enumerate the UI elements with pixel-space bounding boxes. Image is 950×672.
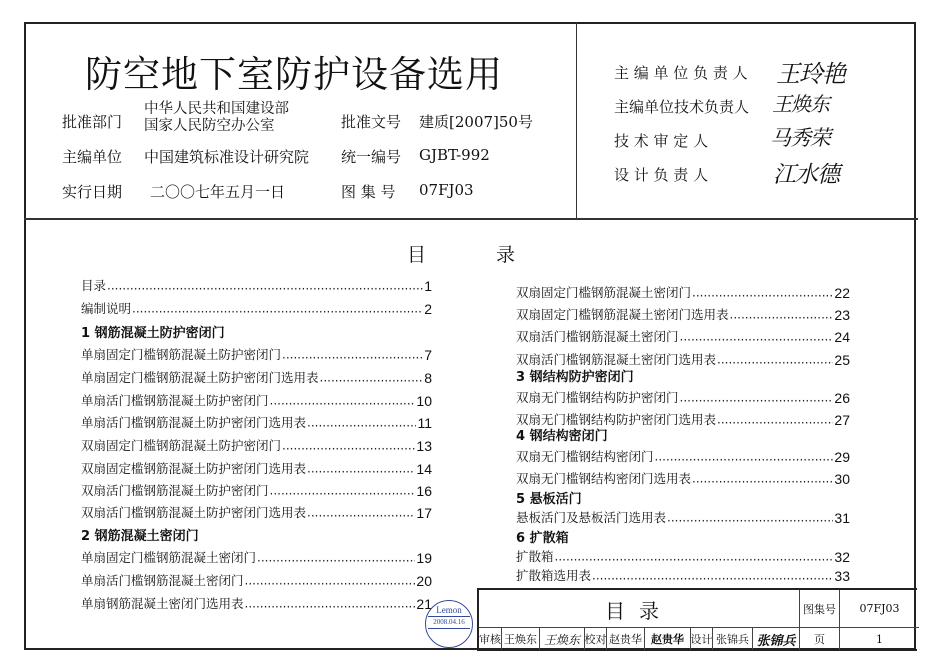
toc-entry-label: 双扇无门槛钢结构密闭门选用表 xyxy=(516,471,692,486)
toc-dot-leader xyxy=(282,349,423,363)
atlas-no-value: 07FJ03 xyxy=(419,181,474,199)
toc-section-heading xyxy=(516,366,850,385)
toc-entry[interactable] xyxy=(81,391,432,409)
review-name: 王焕东 xyxy=(501,628,539,650)
stamp-line-top xyxy=(428,616,470,617)
effective-date-label: 实行日期 xyxy=(62,183,123,201)
toc-entry-label: 单扇活门槛钢筋混凝土密闭门 xyxy=(81,573,244,588)
chief-unit-value: 中国建筑标准设计研究院 xyxy=(144,148,310,166)
approval-dept-line2: 国家人民防空办公室 xyxy=(144,118,275,134)
toc-entry-label: 2 钢筋混凝土密闭门 xyxy=(81,529,199,544)
toc-page-number: 16 xyxy=(416,483,432,499)
toc-entry-label: 单扇钢筋混凝土密闭门选用表 xyxy=(81,596,244,611)
toc-dot-leader xyxy=(132,303,423,317)
approval-dept-line1: 中华人民共和国建设部 xyxy=(144,101,289,117)
toc-entry[interactable] xyxy=(81,436,432,454)
stamp-line-bottom xyxy=(428,628,470,629)
toc-section-heading xyxy=(81,525,432,544)
toc-entry-label: 双扇固定槛钢筋混凝土防护密闭门选用表 xyxy=(81,461,307,476)
toc-entry[interactable] xyxy=(516,447,850,465)
toc-page-number: 19 xyxy=(416,550,432,566)
review-label: 审核 xyxy=(479,633,501,646)
design-signature: 张锦兵 xyxy=(752,628,799,650)
toc-page-number: 23 xyxy=(834,307,850,323)
toc-entry-label: 双扇活门槛钢筋混凝土防护密闭门 xyxy=(81,483,269,498)
signature-4: 江水德 xyxy=(773,162,839,188)
toc-entry[interactable] xyxy=(81,299,432,317)
toc-dot-leader xyxy=(667,512,833,526)
toc-entry[interactable] xyxy=(81,413,432,431)
approval-doc-value: 建质[2007]50号 xyxy=(419,113,533,131)
toc-page-number: 32 xyxy=(834,549,850,565)
signature-2: 王焕东 xyxy=(772,92,829,116)
toc-entry-label: 双扇无门槛钢结构防护密闭门 xyxy=(516,390,679,405)
toc-entry-label: 双扇活门槛钢筋混凝土防护密闭门选用表 xyxy=(81,505,307,520)
toc-page-number: 13 xyxy=(416,438,432,454)
toc-page-number: 21 xyxy=(416,596,432,612)
responsible-label-1: 主 编 单 位 负 责 人 xyxy=(614,64,748,82)
toc-page-number: 7 xyxy=(424,347,432,363)
toc-dot-leader xyxy=(555,551,834,565)
toc-page-number: 20 xyxy=(416,573,432,589)
toc-entry[interactable] xyxy=(81,368,432,386)
review-stamp xyxy=(425,600,473,648)
atlas-no-cell-value: 07FJ03 xyxy=(839,590,919,627)
responsible-label-4: 设 计 负 责 人 xyxy=(614,166,709,184)
toc-entry-label: 目录 xyxy=(81,278,107,293)
toc-dot-leader xyxy=(730,309,834,323)
toc-page-number: 11 xyxy=(417,415,432,431)
header-divider xyxy=(24,218,918,220)
effective-date-value: 二〇〇七年五月一日 xyxy=(150,183,286,201)
toc-dot-leader xyxy=(692,287,833,301)
stamp-name: Lemon xyxy=(436,605,462,615)
toc-entry-label: 4 钢结构密闭门 xyxy=(516,429,608,444)
toc-page-number: 24 xyxy=(834,329,850,345)
toc-entry-label: 单扇固定门槛钢筋混凝土密闭门 xyxy=(81,550,257,565)
toc-entry[interactable] xyxy=(81,548,432,566)
toc-entry-label: 6 扩散箱 xyxy=(516,531,569,546)
toc-page-number: 29 xyxy=(834,449,850,465)
toc-dot-leader xyxy=(680,331,834,345)
toc-entry[interactable] xyxy=(516,305,850,323)
signature-3: 马秀荣 xyxy=(770,126,830,150)
toc-dot-leader xyxy=(655,451,834,465)
page-label: 页 xyxy=(799,628,839,650)
toc-page-number: 30 xyxy=(834,471,850,487)
toc-dot-leader xyxy=(592,570,833,584)
toc-entry[interactable] xyxy=(516,327,850,345)
toc-page-number: 14 xyxy=(416,461,432,477)
review-signature: 王焕东 xyxy=(539,628,584,650)
toc-entry-label: 单扇固定门槛钢筋混凝土防护密闭门选用表 xyxy=(81,370,319,385)
toc-entry-label: 悬板活门及悬板活门选用表 xyxy=(516,510,667,525)
toc-entry[interactable] xyxy=(81,503,432,521)
toc-page-number: 25 xyxy=(834,352,850,368)
toc-entry[interactable] xyxy=(516,566,850,584)
header-vertical-divider xyxy=(576,22,577,219)
toc-entry[interactable] xyxy=(81,571,432,589)
stamp-date: 2008.04.16 xyxy=(433,618,465,626)
sheet-title: 目录 xyxy=(605,598,673,623)
toc-page-number: 8 xyxy=(424,370,432,386)
approval-doc-label: 批准文号 xyxy=(341,113,402,131)
toc-entry-label: 扩散箱选用表 xyxy=(516,568,592,583)
toc-entry[interactable] xyxy=(81,345,432,363)
toc-entry-label: 编制说明 xyxy=(81,301,132,316)
page-value: 1 xyxy=(839,628,919,650)
toc-entry[interactable] xyxy=(81,594,432,612)
toc-dot-leader xyxy=(270,485,416,499)
toc-page-number: 10 xyxy=(416,393,432,409)
toc-page-number: 26 xyxy=(834,390,850,406)
approval-dept-value xyxy=(144,101,289,135)
toc-entry-label: 双扇无门槛钢结构密闭门 xyxy=(516,449,654,464)
design-name: 张锦兵 xyxy=(712,628,752,650)
toc-entry-label: 单扇活门槛钢筋混凝土防护密闭门 xyxy=(81,393,269,408)
toc-dot-leader xyxy=(282,440,415,454)
toc-section-heading xyxy=(516,425,850,444)
unified-no-value: GJBT-992 xyxy=(419,146,490,164)
toc-page-number: 1 xyxy=(424,278,432,294)
toc-dot-leader xyxy=(270,395,416,409)
toc-entry[interactable] xyxy=(516,388,850,406)
unified-no-label: 统一编号 xyxy=(341,148,402,166)
check-label: 校对 xyxy=(584,628,606,650)
toc-dot-leader xyxy=(307,507,415,521)
atlas-title: 防空地下室防护设备选用 xyxy=(85,53,503,96)
check-name: 赵贵华 xyxy=(606,628,644,650)
toc-entry-label: 扩散箱 xyxy=(516,549,554,564)
toc-section-heading xyxy=(516,488,850,507)
toc-dot-leader xyxy=(692,473,833,487)
toc-entry[interactable] xyxy=(516,283,850,301)
toc-dot-leader xyxy=(257,552,415,566)
toc-entry-label: 双扇无门槛钢结构防护密闭门选用表 xyxy=(516,412,717,427)
responsible-label-3: 技 术 审 定 人 xyxy=(614,132,709,150)
toc-page-number: 17 xyxy=(416,505,432,521)
design-label: 设计 xyxy=(690,628,712,650)
toc-section-heading xyxy=(81,322,432,341)
approval-dept-label: 批准部门 xyxy=(62,113,123,131)
toc-dot-leader xyxy=(307,463,415,477)
toc-entry[interactable] xyxy=(81,459,432,477)
toc-entry[interactable] xyxy=(516,547,850,565)
toc-dot-leader xyxy=(680,392,834,406)
toc-entry[interactable] xyxy=(516,508,850,526)
toc-entry-label: 1 钢筋混凝土防护密闭门 xyxy=(81,326,225,341)
toc-page-number: 27 xyxy=(834,412,850,428)
title-block xyxy=(477,588,917,651)
toc-page-number: 2 xyxy=(424,301,432,317)
toc-section-heading xyxy=(516,527,850,546)
toc-entry-label: 3 钢结构防护密闭门 xyxy=(516,370,634,385)
toc-dot-leader xyxy=(307,417,416,431)
toc-entry-label: 双扇活门槛钢筋混凝土密闭门选用表 xyxy=(516,352,717,367)
toc-page-number: 22 xyxy=(834,285,850,301)
toc-entry-label: 双扇固定门槛钢筋混凝土密闭门选用表 xyxy=(516,307,729,322)
toc-entry-label: 双扇固定门槛钢筋混凝土密闭门 xyxy=(516,285,692,300)
toc-title-left: 目 xyxy=(407,244,427,266)
toc-page-number: 33 xyxy=(834,568,850,584)
toc-dot-leader xyxy=(320,372,424,386)
toc-entry-label: 双扇活门槛钢筋混凝土密闭门 xyxy=(516,329,679,344)
toc-entry[interactable] xyxy=(516,469,850,487)
toc-entry-label: 单扇固定门槛钢筋混凝土防护密闭门 xyxy=(81,347,282,362)
signature-1: 王玲艳 xyxy=(776,60,845,88)
toc-entry-label: 5 悬板活门 xyxy=(516,492,582,507)
chief-unit-label: 主编单位 xyxy=(62,148,123,166)
atlas-no-label: 图 集 号 xyxy=(341,183,396,201)
toc-dot-leader xyxy=(107,280,423,294)
toc-dot-leader xyxy=(245,575,416,589)
responsible-label-2: 主编单位技术负责人 xyxy=(614,98,750,116)
toc-entry-label: 单扇活门槛钢筋混凝土防护密闭门选用表 xyxy=(81,415,307,430)
check-signature: 赵贵华 xyxy=(644,628,690,650)
toc-entry-label: 双扇固定门槛钢筋混凝土防护密闭门 xyxy=(81,438,282,453)
atlas-no-cell-label: 图集号 xyxy=(799,590,839,627)
toc-entry[interactable] xyxy=(81,276,432,294)
toc-dot-leader xyxy=(245,598,416,612)
toc-page-number: 31 xyxy=(834,510,850,526)
toc-title-right: 录 xyxy=(496,244,516,266)
toc-entry[interactable] xyxy=(81,481,432,499)
